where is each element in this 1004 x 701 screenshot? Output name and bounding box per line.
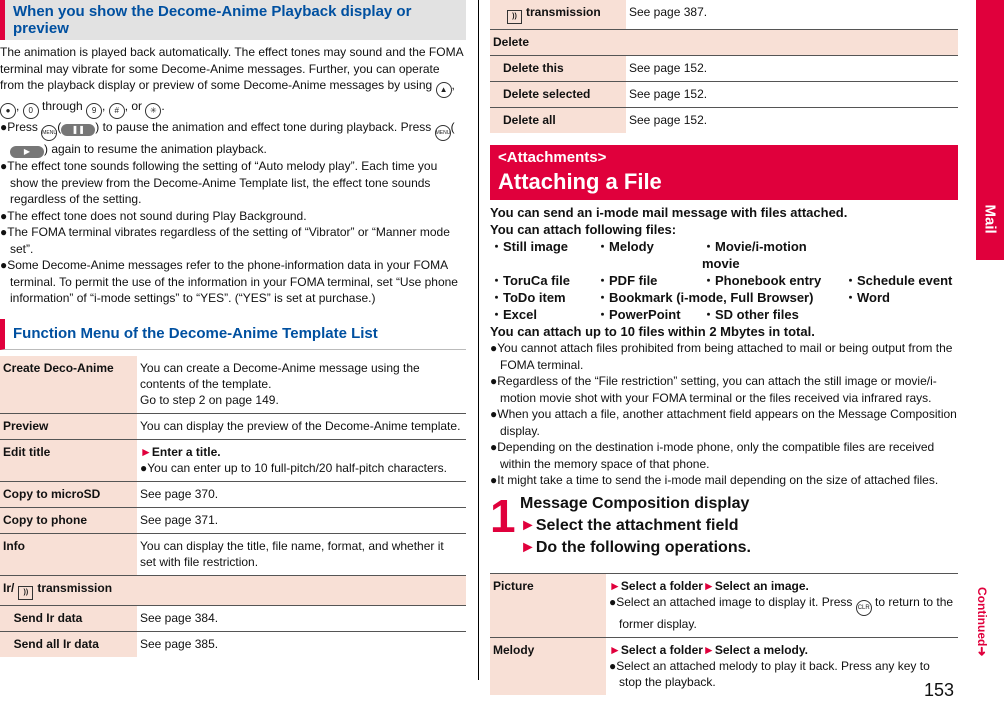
list-item: ・Melody xyxy=(596,239,654,254)
table-row xyxy=(0,533,466,575)
row-value: See page 152. xyxy=(629,113,708,127)
row-key: Copy to phone xyxy=(0,507,137,533)
nine-key-icon: 9 xyxy=(86,103,102,119)
bullet-note: ●Regardless of the “File restriction” setting, you can attach the still image or movie/i-motion movie shot with your FOMA terminal or the files received via infrared rays. xyxy=(490,374,937,405)
attachments-banner xyxy=(490,145,958,200)
row-key: Picture xyxy=(490,573,606,637)
operations-table xyxy=(490,573,958,695)
row-key: Copy to microSD xyxy=(0,481,137,507)
center-key-icon: ● xyxy=(0,103,16,119)
clr-key-icon: CLR xyxy=(856,600,872,616)
step-text: Message Composition display ►Select the attachment field ►Do the following operations. xyxy=(520,494,751,556)
list-item: ・SD other files xyxy=(702,307,799,322)
table-row xyxy=(0,413,466,439)
section-heading-playback: When you show the Decome-Anime Playback display or preview xyxy=(0,0,466,40)
nav-key-icon: ▲ xyxy=(436,82,452,98)
row-key: Send all Ir data xyxy=(11,631,137,657)
row-value: See page 152. xyxy=(626,82,958,108)
left-column xyxy=(0,0,466,657)
page-number: 153 xyxy=(924,680,955,700)
row-key: Edit title xyxy=(0,439,137,481)
list-item xyxy=(844,238,958,272)
row-value: See page 152. xyxy=(626,56,958,82)
bullet-note: ●When you attach a file, another attachment field appears on the Message Composition display. xyxy=(490,407,957,438)
page-title: Attaching a File xyxy=(498,169,662,194)
step-number: 1 xyxy=(490,489,516,542)
table-row xyxy=(490,82,958,108)
list-item: ・PDF file xyxy=(596,273,658,288)
table-row xyxy=(490,56,958,82)
menu-key-icon: MENU xyxy=(41,125,57,141)
ir-group-label: Ir/ )) transmission xyxy=(0,575,466,605)
row-key: Delete all xyxy=(500,108,626,134)
table-row xyxy=(490,108,958,134)
row-value: ►Enter a title. ●You can enter up to 10 full-pitch/20 half-pitch characters. xyxy=(137,439,466,481)
table-row xyxy=(0,631,466,657)
row-value: See page 385. xyxy=(140,636,219,651)
row-key: Preview xyxy=(0,413,137,439)
row-key: Create Deco-Anime xyxy=(0,356,137,414)
row-key: Melody xyxy=(490,637,606,695)
section-heading-function-menu: Function Menu of the Decome-Anime Template List xyxy=(0,319,466,350)
right-column xyxy=(490,0,958,695)
continued-label: Continued➜ xyxy=(975,587,989,657)
row-value: You can display the preview of the Decome-Anime template. xyxy=(137,413,466,439)
list-item: ・Excel xyxy=(490,307,537,322)
table-row xyxy=(0,439,466,481)
table-row xyxy=(490,573,958,637)
pause-icon: ❚❚ xyxy=(61,124,95,136)
bullet-vibrator: ●The FOMA terminal vibrates regardless of the setting of “Vibrator” or “Manner mode set”. xyxy=(0,225,450,256)
hash-key-icon: # xyxy=(109,103,125,119)
bullet-note: ●Depending on the destination i-mode phone, only the compatible files are received within the memory space of that phone. xyxy=(490,440,935,471)
bullet-phone-info: ●Some Decome-Anime messages refer to the phone-information data in your FOMA terminal. To permit the use of the information in your FOMA terminal, set “Use phone information” of “i-mode settings” to “YES”. (“YES” is set at purchase.) xyxy=(0,258,458,305)
table-row xyxy=(0,507,466,533)
ir-transmission-icon: )) xyxy=(18,586,33,600)
bullet-effect-tone: ●The effect tone sounds following the setting of “Auto melody play”. Each time you show the preview from the Decome-Anime Template list, the effect tone sounds regardless of the setting. xyxy=(0,159,438,206)
delete-group-label: Delete xyxy=(490,30,958,56)
function-menu-table xyxy=(0,356,466,657)
list-item: ・Phonebook entry xyxy=(702,273,822,288)
list-item: ・Bookmark (i-mode, Full Browser) xyxy=(596,290,814,305)
table-row xyxy=(490,0,958,30)
list-item: ・Still image xyxy=(490,239,569,254)
row-key: )) transmission xyxy=(500,0,626,30)
row-value: ►Select a folder►Select a melody. ●Select an attached melody to play it back. Press any key to stop the playback. xyxy=(609,642,930,689)
intro-line-3: You can attach up to 10 files within 2 Mbytes in total. xyxy=(490,324,815,339)
file-type-list xyxy=(490,238,958,323)
list-item: ・Schedule event xyxy=(844,273,953,288)
table-row xyxy=(490,637,958,695)
continued-menu-table xyxy=(490,0,958,133)
list-item: ・Movie/i-motion movie xyxy=(702,239,807,271)
intro-line-2: You can attach following files: xyxy=(490,222,677,237)
bullet-background: ●The effect tone does not sound during Play Background. xyxy=(0,208,307,223)
table-row xyxy=(0,356,466,414)
list-item: ・PowerPoint xyxy=(596,307,681,322)
row-key: Delete this xyxy=(500,56,626,82)
list-item: ・ToruCa file xyxy=(490,273,570,288)
bullet-note: ●It might take a time to send the i-mode mail depending on the size of attached files. xyxy=(490,473,939,487)
step-1 xyxy=(490,489,958,559)
row-value: See page 370. xyxy=(137,481,466,507)
menu-key-icon: MENU xyxy=(435,125,451,141)
bullet-pause: ●Press MENU( ❚❚ ) to pause the animation and effect tone during playback. Press MENU(▶ ) again to resume the animation playback. xyxy=(0,120,455,156)
intro-line-1: You can send an i-mode mail message with files attached. xyxy=(490,205,848,220)
banner-subtitle: <Attachments> xyxy=(498,149,607,166)
row-value: You can create a Decome-Anime message using the contents of the template. Go to step 2 on page 149. xyxy=(137,356,466,414)
table-row xyxy=(0,481,466,507)
row-key: Delete selected xyxy=(500,82,626,108)
row-key: Info xyxy=(0,533,137,575)
attachment-notes xyxy=(490,340,958,489)
playback-intro: The animation is played back automatically. The effect tones may sound and the FOMA terminal may vibrate for some Decome-Anime messages. Further, you can operate from the playback display or preview of some Decome-Anime messages by using ▲ , ● , 0 through 9 , # , or ✳ . xyxy=(0,44,466,119)
list-item: ・Word xyxy=(844,290,890,305)
side-tab-mail: Mail xyxy=(976,0,1004,260)
bullet-note: ●You cannot attach files prohibited from being attached to mail or being output from the FOMA terminal. xyxy=(490,341,953,372)
row-value: See page 384. xyxy=(137,605,466,631)
play-icon: ▶ xyxy=(10,146,44,158)
star-key-icon: ✳ xyxy=(145,103,161,119)
table-row-delete-group xyxy=(490,30,958,56)
row-value: You can display the title, file name, format, and whether it set with file restriction. xyxy=(137,533,466,575)
ir-transmission-icon: )) xyxy=(507,10,522,24)
table-row xyxy=(0,605,466,631)
row-value: See page 387. xyxy=(626,0,958,30)
row-key: Send Ir data xyxy=(11,605,137,631)
table-row-ir-group xyxy=(0,575,466,605)
playback-text xyxy=(0,44,466,307)
row-value: ►Select a folder►Select an image. ●Select an attached image to display it. Press CLR to return to the former display. xyxy=(606,573,958,637)
column-divider xyxy=(478,0,479,680)
zero-key-icon: 0 xyxy=(23,103,39,119)
row-value: See page 371. xyxy=(137,507,466,533)
list-item: ・ToDo item xyxy=(490,290,566,305)
